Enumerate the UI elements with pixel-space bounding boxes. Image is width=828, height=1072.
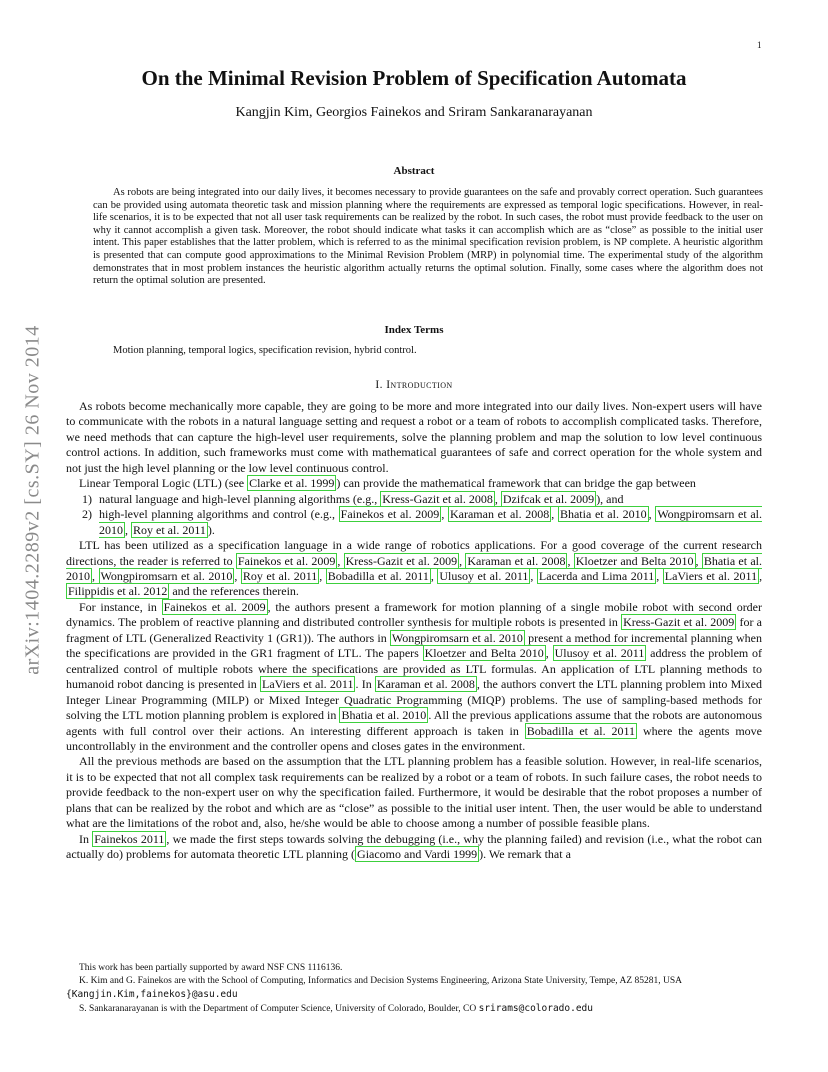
arxiv-identifier-stamp <box>18 290 48 710</box>
introduction-body <box>66 399 762 863</box>
citation-link[interactable]: Roy et al. 2011 <box>133 522 206 537</box>
citation-link[interactable]: Filippidis et al. 2012 <box>68 584 168 599</box>
index-terms-heading: Index Terms <box>384 324 444 336</box>
citation-link[interactable]: Karaman et al. 2008 <box>376 677 475 692</box>
citation-link[interactable]: Fainekos et al. 2009 <box>163 599 266 614</box>
citation-link[interactable]: Kress-Gazit et al. 2009 <box>623 615 735 630</box>
citation-link[interactable]: Dzifcak et al. 2009 <box>502 491 595 506</box>
citation-link[interactable]: Kloetzer and Belta 2010 <box>424 646 544 661</box>
author-list: Kangjin Kim, Georgios Fainekos and Sriram Sankaranarayanan <box>235 105 593 120</box>
paragraph-4: For instance, in Fainekos et al. 2009 , the authors present a framework for motion planning of a single mobile robot with second order dynamics. The problem of reactive planning and distributed controller synthesis for multiple robots is presented in Kress-Gazit et al. 2009 for a fragment of LTL (Generalized Reactivity 1 (GR1)). The authors in Wongpiromsarn et al. 2010 present a method for incremental planning when the specifications are provided in the GR1 fragment of LTL. The papers Kloetzer and Belta 2010 , Ulusoy et al. 2011 address the problem of centralized control of multiple robots where the specifications are provided as LTL formulas. An application of LTL planning methods to humanoid robot dancing is presented in LaViers et al. 2011 . In Karaman et al. 2008 , the authors convert the LTL planning problem into Mixed Integer Linear Programming (MILP) or Mixed Integer Quadratic Programming (MIQP) problems. The use of sampling-based methods for solving the LTL motion planning problem is explored in Bhatia et al. 2010 . All the previous applications assume that the robots are autonomous agents with full control over their actions. An interesting different approach is taken in Bobadilla et al. 2011 where the agents move uncontrollably in the environment and the controller opens and closes gates in the environment. <box>66 599 763 753</box>
list-item: 2) high-level planning algorithms and control (e.g., Fainekos et al. 2009 , Karaman et al. 2008 , Bhatia et al. 2010 , Wongpiromsarn et al. 2010 , Roy et al. 2011 ). <box>82 507 762 537</box>
email-address: {Kangjin.Kim,fainekos}@asu.edu <box>66 989 238 1000</box>
citation-link[interactable]: LaViers et al. 2011 <box>664 568 758 583</box>
section-heading-introduction <box>66 379 762 391</box>
list-item-number: 1) <box>82 491 92 506</box>
footnote-funding: This work has been partially supported by award NSF CNS 1116136. <box>79 963 343 973</box>
citation-link[interactable]: Bhatia et al. 2010 <box>559 507 647 522</box>
citation-link[interactable]: Giacomo and Vardi 1999 <box>357 847 478 862</box>
citation-link[interactable]: Clarke et al. 1999 <box>249 476 335 491</box>
arxiv-identifier-text: arXiv:1404.2289v2 [cs.SY] 26 Nov 2014 <box>21 325 44 675</box>
citation-link[interactable]: Bobadilla et al. 2011 <box>327 568 429 583</box>
citation-link[interactable]: Lacerda and Lima 2011 <box>538 568 655 583</box>
citation-link[interactable]: Karaman et al. 2008 <box>467 553 566 568</box>
citation-link[interactable]: Wongpiromsarn et al. 2010 <box>100 568 233 583</box>
paragraph-5: All the previous methods are based on the assumption that the LTL planning problem has a feasible solution. However, in real-life scenarios, it is to be expected that not all complex task requirements can be realized by a robot or a team of robots. In such failure cases, the robot needs to provide feedback to the non-expert user on why the specification failed. Furthermore, it would be desirable that the robot proposes a number of plans that can be realized by the robot and which are as “close” as possible to the initial user intent. Then, the user would be able to understand what are the limitations of the robot and, also, he/she would be able to choose among a number of possible feasible plans. <box>66 754 762 831</box>
footnotes <box>66 962 762 1016</box>
citation-link[interactable]: Kloetzer and Belta 2010 <box>575 553 694 568</box>
citation-link[interactable]: LaViers et al. 2011 <box>261 677 354 692</box>
citation-link[interactable]: Bobadilla et al. 2011 <box>526 723 636 738</box>
citation-link[interactable]: Roy et al. 2011 <box>242 568 318 583</box>
citation-link[interactable]: Ulusoy et al. 2011 <box>554 646 645 661</box>
citation-link[interactable]: Fainekos et al. 2009 <box>237 553 336 568</box>
citation-link[interactable]: Bhatia et al. 2010 <box>66 553 763 583</box>
paragraph-1: As robots become mechanically more capable, they are going to be more and more integrated into our daily lives. Non-expert users will have to communicate with the robots in a natural language setting and request a robot or a team of robots to accomplish complicated tasks. Therefore, we need methods that can capture the high-level user requirements, solve the planning problem and map the solution to low level continuous control actions. In addition, such frameworks must come with mathematical guarantees of safe and correct operation for the whole system and not just the high level planning or the low level continuous control. <box>66 399 762 475</box>
footnote-affiliation-asu: K. Kim and G. Fainekos are with the School of Computing, Informatics and Decision Systems Engineering, Arizona State University, Tempe, AZ 85281, USA {Kangjin.Kim,fainekos}@asu.edu <box>66 976 682 1000</box>
section-number: I. <box>375 379 383 391</box>
citation-link[interactable]: Kress-Gazit et al. 2009 <box>345 553 458 568</box>
page-number: 1 <box>757 40 762 50</box>
citation-link[interactable]: Fainekos 2011 <box>94 831 165 846</box>
abstract-text: As robots are being integrated into our daily lives, it becomes necessary to provide guarantees on the safe and provably correct operation. Such guarantees can be provided using automata theoretic task and mission planning where the requirements are expressed as temporal logic specifications. However, in real-life scenarios, it is to be expected that not all user task requirements can be realized by the robot. In such cases, the robot must provide feedback to the user on why it cannot accomplish a given task. Moreover, the robot should indicate what tasks it can accomplish which are as “close” as possible to the initial user intent. This paper establishes that the latter problem, which is referred to as the minimal specification revision problem, is NP complete. A heuristic algorithm is presented that can compute good approximations to the Minimal Revision Problem (MRP) in polynomial time. The experimental study of the algorithm demonstrates that in most problem instances the heuristic algorithm actually returns the optimal solution. Finally, some cases where the algorithm does not return the optimal solution are presented. <box>93 187 763 287</box>
email-address: srirams@colorado.edu <box>478 1003 593 1014</box>
abstract-heading: Abstract <box>393 165 435 177</box>
paragraph-6: In Fainekos 2011 , we made the first steps towards solving the debugging (i.e., why the planning failed) and revision (i.e., what the robot can actually do) problems for automata theoretic LTL planning ( Giacomo and Vardi 1999 ). We remark that a <box>66 831 763 862</box>
list-item-number: 2) <box>82 507 92 522</box>
citation-link[interactable]: Ulusoy et al. 2011 <box>439 568 529 583</box>
list-item: 1) natural language and high-level planning algorithms (e.g., Kress-Gazit et al. 2008 , Dzifcak et al. 2009 ), and <box>82 491 624 506</box>
citation-link[interactable]: Fainekos et al. 2009 <box>340 507 440 522</box>
footnote-affiliation-colorado: S. Sankaranarayanan is with the Department of Computer Science, University of Colorado, Boulder, CO srirams@colorado.edu <box>79 1003 593 1014</box>
citation-link[interactable]: Karaman et al. 2008 <box>449 507 550 522</box>
paragraph-3: LTL has been utilized as a specification language in a wide range of robotics applications. For a good coverage of the current research directions, the reader is referred to Fainekos et al. 2009 , Kress-Gazit et al. 2009 , Karaman et al. 2008 , Kloetzer and Belta 2010 , Bhatia et al. 2010 , Wongpiromsarn et al. 2010 , Roy et al. 2011 , Bobadilla et al. 2011 , Ulusoy et al. 2011 , Lacerda and Lima 2011 , LaViers et al. 2011 , Filippidis et al. 2012 and the references therein. <box>66 538 763 599</box>
numbered-list <box>66 492 762 538</box>
paper-title: On the Minimal Revision Problem of Specification Automata <box>141 66 687 90</box>
citation-link[interactable]: Bhatia et al. 2010 <box>341 708 427 723</box>
citation-link[interactable]: Kress-Gazit et al. 2008 <box>382 491 493 506</box>
citation-link[interactable]: Wongpiromsarn et al. 2010 <box>391 630 523 645</box>
section-title: Introduction <box>386 379 453 391</box>
citation-link[interactable]: Wongpiromsarn et al. 2010 <box>99 507 762 537</box>
paragraph-2: Linear Temporal Logic (LTL) (see Clarke et al. 1999 ) can provide the mathematical framework that can bridge the gap between <box>79 476 696 491</box>
index-terms-text: Motion planning, temporal logics, specification revision, hybrid control. <box>113 345 417 356</box>
